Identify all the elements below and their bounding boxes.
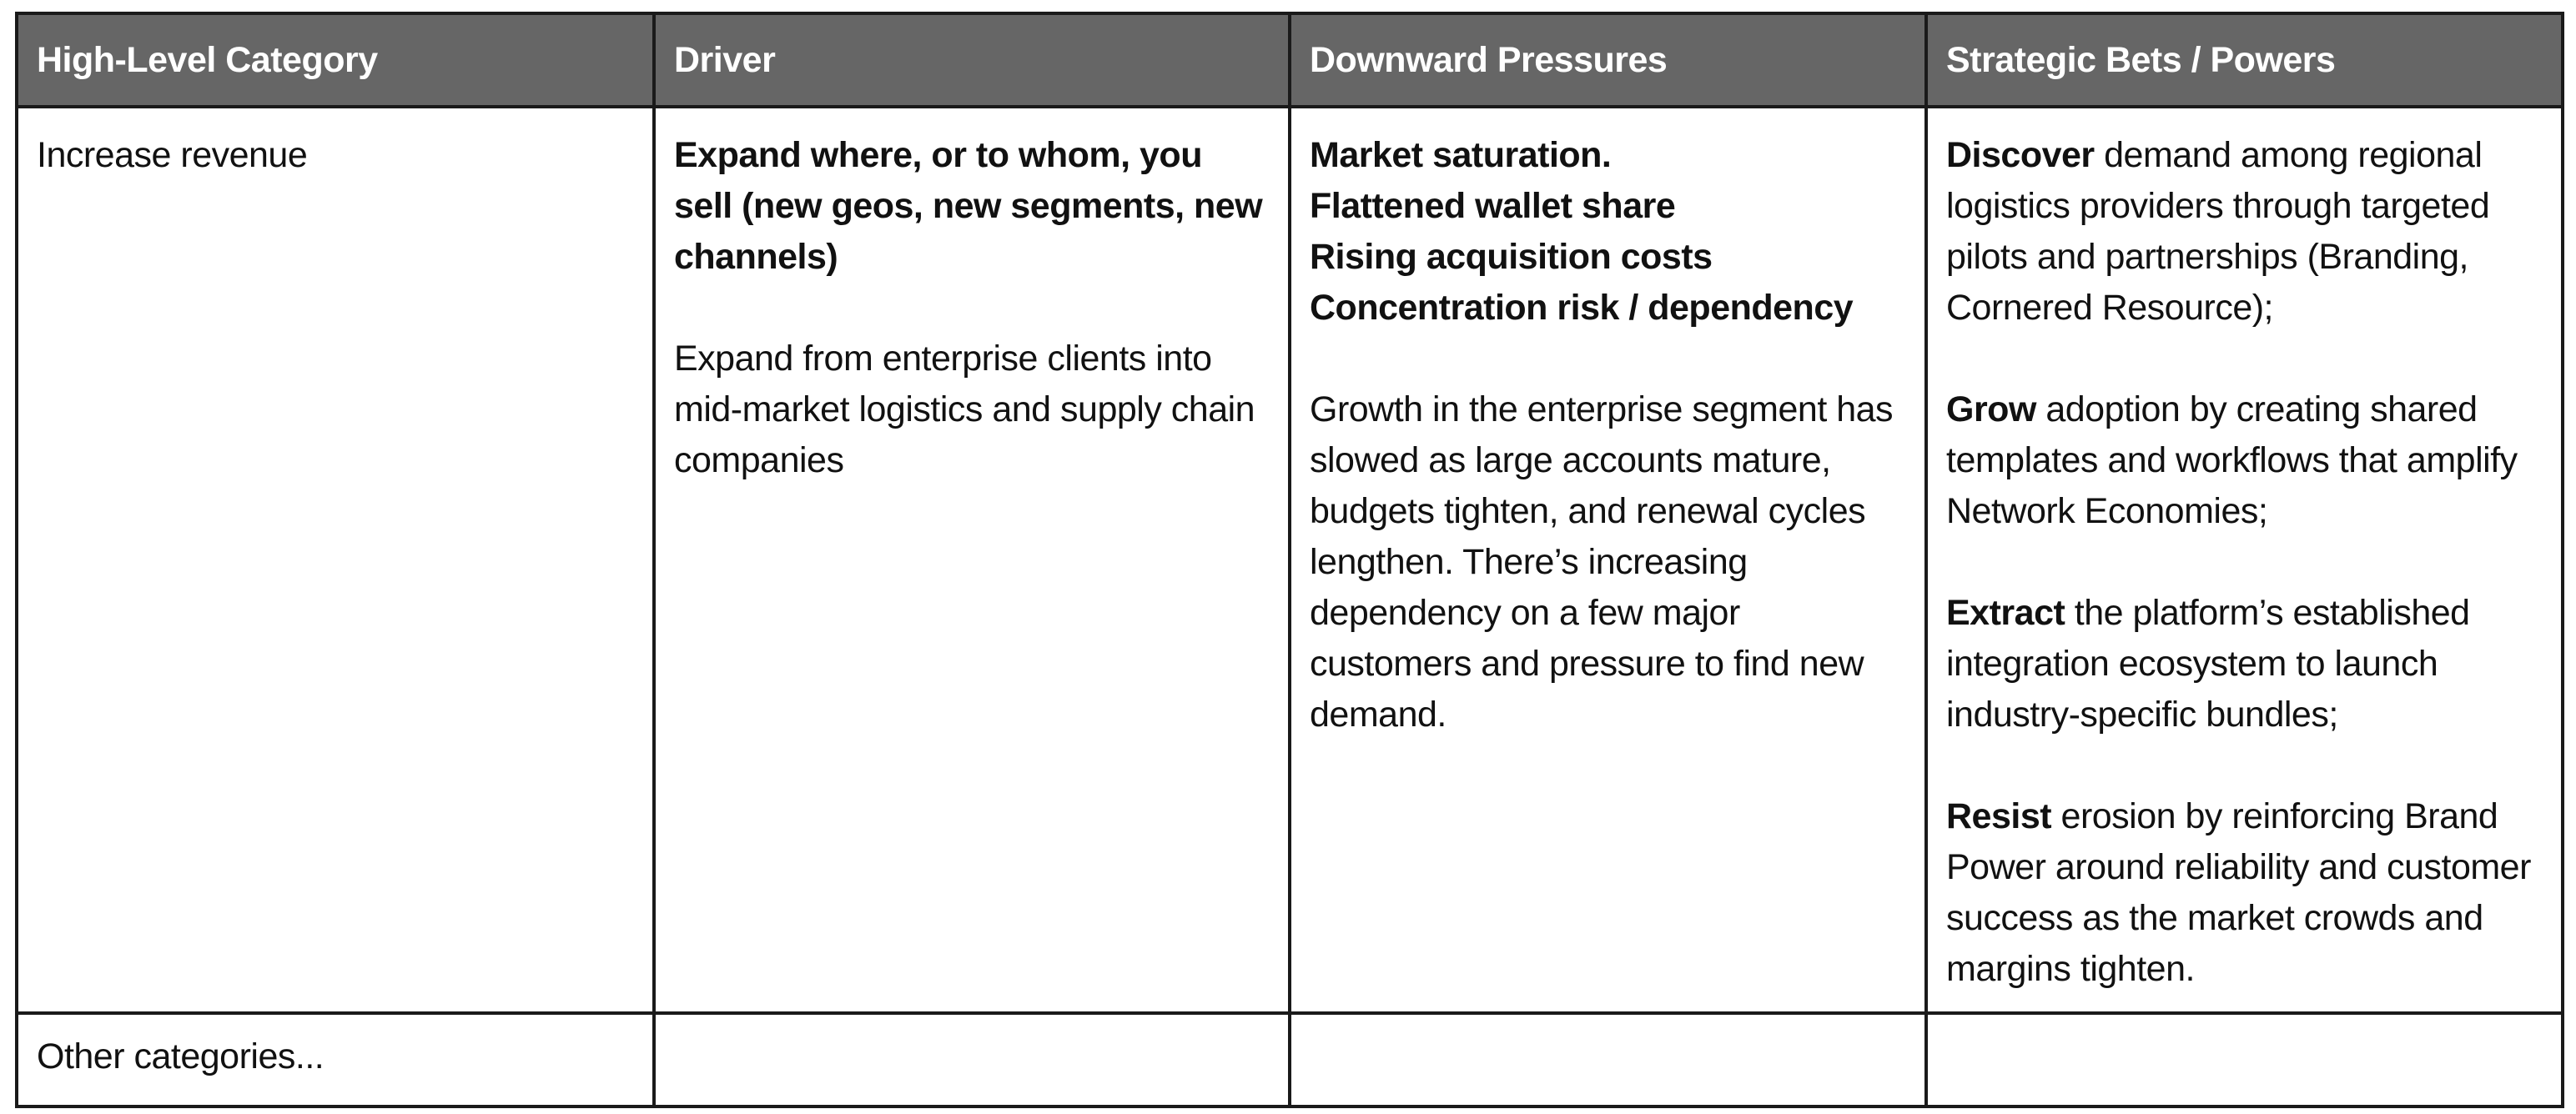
driver-body: Expand from enterprise clients into mid-market logistics and supply chain companies bbox=[674, 339, 1255, 480]
bet-text: adoption by creating shared templates and workflows that amplify Network Economies; bbox=[1946, 389, 2518, 531]
pressures-body: Growth in the enterprise segment has slowed as large accounts mature, budgets tighten, and renewal cycles lengthen. There’s increasing dependency on a few major customers and pressure to find new demand. bbox=[1310, 389, 1894, 735]
bet-verb: Discover bbox=[1946, 135, 2095, 175]
category-cell bbox=[17, 1013, 654, 1106]
header-strategic-bets: Strategic Bets / Powers bbox=[1926, 13, 2563, 107]
table-body bbox=[17, 107, 2563, 1106]
pressure-title: Market saturation. bbox=[1310, 135, 1612, 175]
bet-verb: Extract bbox=[1946, 593, 2065, 633]
table-row bbox=[17, 1013, 2563, 1106]
strategy-table bbox=[15, 12, 2564, 1108]
driver-title: Expand where, or to whom, you sell (new geos, new segments, new channels) bbox=[674, 135, 1263, 277]
driver-cell bbox=[654, 1013, 1290, 1106]
pressures-titles bbox=[1310, 130, 1906, 334]
bet-paragraph bbox=[1946, 588, 2543, 740]
bet-paragraph bbox=[1946, 130, 2543, 334]
category-text: Increase revenue bbox=[37, 135, 308, 175]
bet-verb: Resist bbox=[1946, 796, 2052, 836]
pressures-cell bbox=[1290, 107, 1926, 1013]
strategy-table-container bbox=[15, 12, 2561, 1108]
bet-verb: Grow bbox=[1946, 389, 2036, 429]
header-downward-pressures: Downward Pressures bbox=[1290, 13, 1926, 107]
pressure-title: Rising acquisition costs bbox=[1310, 237, 1713, 277]
category-cell bbox=[17, 107, 654, 1013]
pressures-cell bbox=[1290, 1013, 1926, 1106]
category-text: Other categories... bbox=[37, 1036, 325, 1076]
header-driver: Driver bbox=[654, 13, 1290, 107]
pressure-title: Concentration risk / dependency bbox=[1310, 288, 1854, 328]
driver-cell bbox=[654, 107, 1290, 1013]
bets-cell bbox=[1926, 107, 2563, 1013]
header-high-level-category: High-Level Category bbox=[17, 13, 654, 107]
bet-text: erosion by reinforcing Brand Power around reliability and customer success as the market crowds and margins tighten. bbox=[1946, 796, 2531, 989]
bets-cell bbox=[1926, 1013, 2563, 1106]
header-row bbox=[17, 13, 2563, 107]
table-row bbox=[17, 107, 2563, 1013]
bet-text: demand among regional logistics providers through targeted pilots and partnerships (Branding, Cornered Resource); bbox=[1946, 135, 2490, 328]
bet-paragraph bbox=[1946, 384, 2543, 537]
table-header bbox=[17, 13, 2563, 107]
bet-paragraph bbox=[1946, 791, 2543, 995]
pressure-title: Flattened wallet share bbox=[1310, 186, 1676, 226]
bet-text: the platform’s established integration ecosystem to launch industry-specific bundles; bbox=[1946, 593, 2470, 735]
